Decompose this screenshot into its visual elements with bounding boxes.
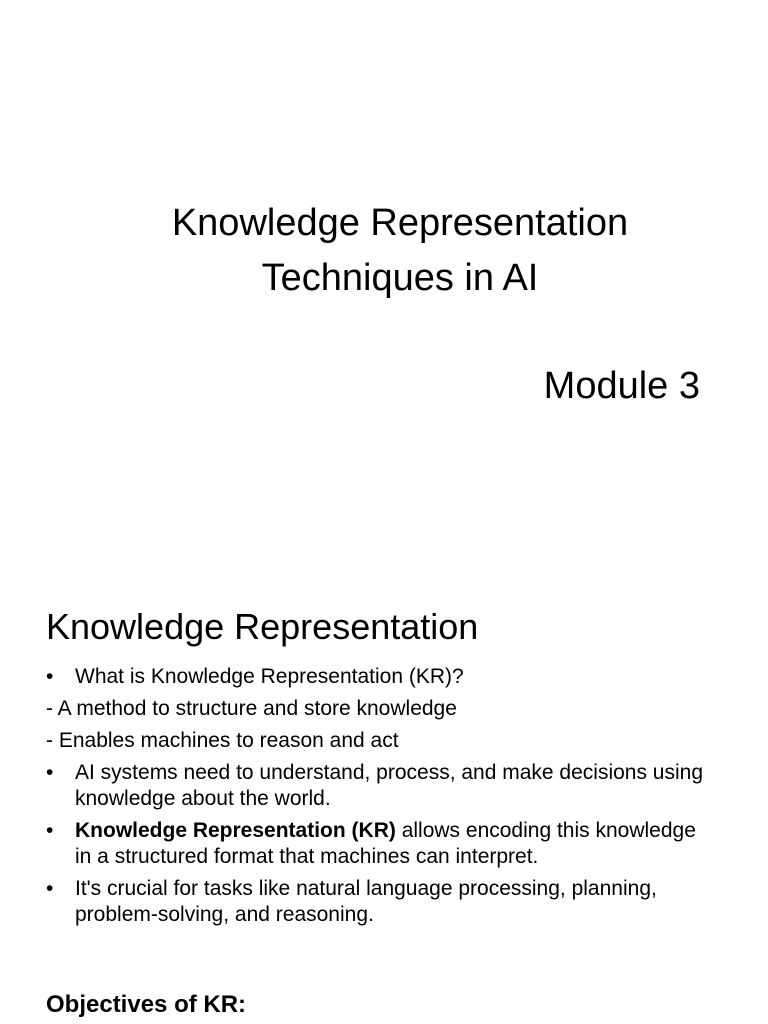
list-item-text: It's crucial for tasks like natural language processing, planning, problem-solving, and reasoning. — [75, 877, 657, 926]
bullet-icon: • — [46, 761, 54, 784]
list-item — [46, 664, 706, 690]
list-item — [46, 876, 706, 928]
slide-heading: Knowledge Representation — [46, 606, 479, 647]
section-heading: Objectives of KR: — [46, 991, 247, 1018]
title-line-1: Knowledge Representation — [171, 202, 629, 244]
list-item-text: allows encoding this knowledge in a structured format that machines can interpret. — [75, 819, 696, 868]
list-item — [46, 760, 706, 812]
slide-title — [0, 196, 768, 306]
slide-2 — [0, 560, 768, 1024]
list-item — [46, 818, 706, 870]
list-item — [46, 696, 706, 722]
list-item-text: - Enables machines to reason and act — [46, 729, 399, 752]
list-item-text: What is Knowledge Representation (KR)? — [75, 665, 464, 688]
list-item-text: - A method to structure and store knowledge — [46, 697, 457, 720]
list-item-bold-text: Knowledge Representation (KR) — [75, 819, 396, 842]
slide-content — [46, 664, 706, 934]
list-item-text: AI systems need to understand, process, and make decisions using knowledge about the world. — [75, 761, 704, 810]
title-line-2: Techniques in AI — [261, 257, 539, 299]
bullet-icon: • — [46, 877, 54, 900]
list-item — [46, 728, 706, 754]
bullet-icon: • — [46, 665, 54, 688]
bullet-icon: • — [46, 819, 54, 842]
module-subtitle: Module 3 — [543, 365, 700, 407]
